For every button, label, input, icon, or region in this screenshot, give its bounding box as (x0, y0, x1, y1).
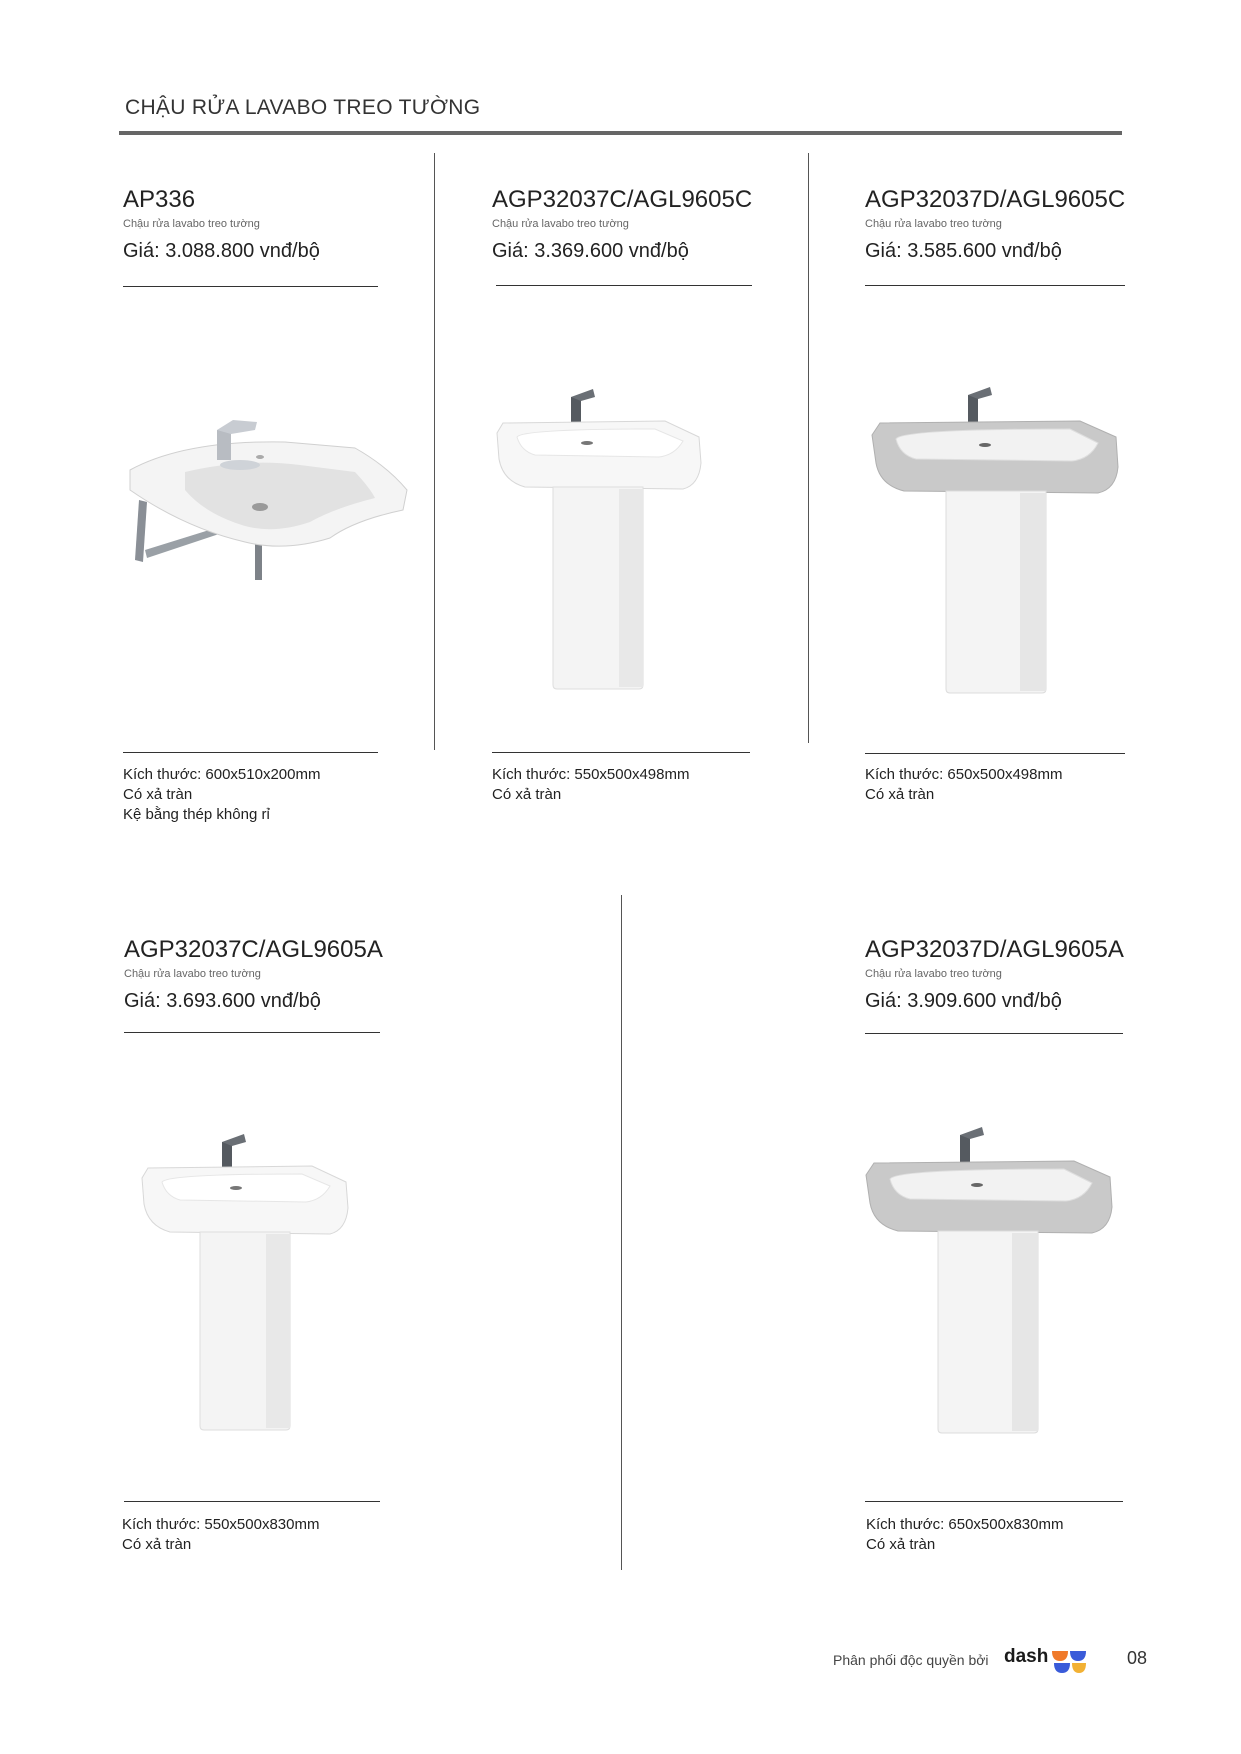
product-name: AGP32037C/AGL9605C (492, 186, 753, 213)
product-specs (122, 1515, 319, 1555)
product-specs (492, 765, 689, 805)
product-specs (865, 765, 1062, 805)
column-divider (621, 895, 622, 1570)
brand-name: dash (1004, 1646, 1049, 1667)
spec-overflow: Có xả tràn (122, 1536, 192, 1553)
product-rule (865, 1501, 1123, 1502)
spec-overflow: Có xả tràn (123, 786, 193, 803)
product-rule (496, 285, 752, 286)
product-card (123, 186, 320, 263)
product-price: Giá: 3.909.600 vnđ/bộ (865, 990, 1062, 1012)
wall-hung-basin-image (125, 410, 410, 585)
product-price: Giá: 3.088.800 vnđ/bộ (123, 240, 320, 262)
page-number: 08 (1127, 1648, 1148, 1668)
product-price: Giá: 3.585.600 vnđ/bộ (865, 240, 1062, 262)
column-divider (434, 153, 435, 750)
product-name: AP336 (123, 186, 196, 213)
product-rule (492, 752, 750, 753)
product-rule (865, 1033, 1123, 1034)
spec-frame: Kệ bằng thép không rỉ (123, 806, 270, 823)
product-subtitle: Chậu rửa lavabo treo tường (124, 968, 261, 980)
distributor-text: Phân phối độc quyền bởi (833, 1652, 989, 1668)
product-rule (865, 753, 1125, 754)
product-card (124, 936, 383, 1013)
product-subtitle: Chậu rửa lavabo treo tường (865, 968, 1002, 980)
spec-overflow: Có xả tràn (865, 786, 935, 803)
product-rule (123, 286, 378, 287)
product-specs (866, 1515, 1063, 1555)
product-subtitle: Chậu rửa lavabo treo tường (123, 218, 260, 230)
product-specs (123, 765, 320, 825)
header-divider (119, 131, 1122, 135)
product-card (865, 936, 1124, 1013)
product-subtitle: Chậu rửa lavabo treo tường (492, 218, 629, 230)
product-subtitle: Chậu rửa lavabo treo tường (865, 218, 1002, 230)
product-name: AGP32037C/AGL9605A (124, 936, 383, 963)
product-name: AGP32037D/AGL9605A (865, 936, 1124, 963)
product-card (865, 186, 1125, 263)
product-card (492, 186, 752, 263)
spec-size: Kích thước: 550x500x830mm (122, 1516, 320, 1533)
pedestal-basin-image (140, 1132, 352, 1432)
spec-size: Kích thước: 550x500x498mm (492, 766, 690, 783)
spec-overflow: Có xả tràn (866, 1536, 936, 1553)
pedestal-basin-image (870, 385, 1120, 695)
product-rule (123, 752, 378, 753)
spec-size: Kích thước: 600x510x200mm (123, 766, 321, 783)
product-name: AGP32037D/AGL9605C (865, 186, 1126, 213)
column-divider (808, 153, 809, 743)
dash-logo-icon (1052, 1649, 1086, 1675)
product-rule (865, 285, 1125, 286)
spec-overflow: Có xả tràn (492, 786, 562, 803)
pedestal-basin-image (495, 385, 705, 690)
pedestal-basin-image (864, 1125, 1114, 1435)
product-rule (124, 1032, 380, 1033)
product-rule (124, 1501, 380, 1502)
spec-size: Kích thước: 650x500x830mm (866, 1516, 1064, 1533)
product-price: Giá: 3.693.600 vnđ/bộ (124, 990, 321, 1012)
product-price: Giá: 3.369.600 vnđ/bộ (492, 240, 689, 262)
spec-size: Kích thước: 650x500x498mm (865, 766, 1063, 783)
page-title: CHẬU RỬA LAVABO TREO TƯỜNG (125, 96, 481, 119)
